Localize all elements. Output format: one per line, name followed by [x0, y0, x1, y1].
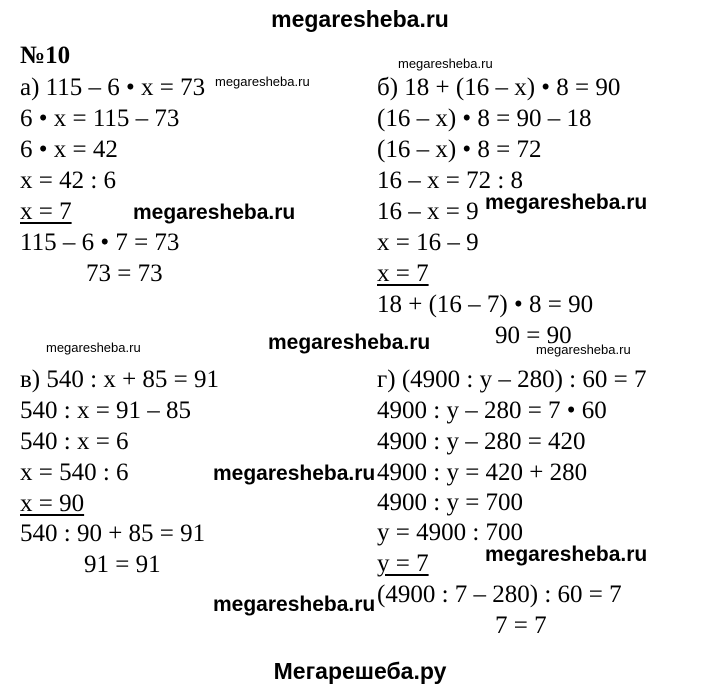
watermark: megaresheba.ru [215, 74, 310, 89]
solution-line: 6 • x = 115 – 73 [20, 105, 180, 132]
solution-line: 16 – x = 9 [377, 198, 479, 225]
watermark: megaresheba.ru [485, 543, 648, 566]
watermark: megaresheba.ru [485, 191, 648, 214]
solution-line: (16 – x) • 8 = 90 – 18 [377, 105, 592, 132]
solution-line: x = 42 : 6 [20, 167, 117, 194]
watermark: megaresheba.ru [536, 342, 631, 357]
solution-line: б) 18 + (16 – x) • 8 = 90 [377, 74, 621, 101]
solution-line: 4900 : y = 420 + 280 [377, 459, 588, 486]
answer-line: x = 7 [377, 260, 429, 287]
solution-line: 6 • x = 42 [20, 136, 118, 163]
check-result: 7 = 7 [495, 612, 547, 639]
solution-line: 16 – x = 72 : 8 [377, 167, 524, 194]
check-line: 18 + (16 – 7) • 8 = 90 [377, 291, 594, 318]
solution-line: (16 – x) • 8 = 72 [377, 136, 542, 163]
solution-line: x = 540 : 6 [20, 459, 129, 486]
check-result: 73 = 73 [86, 260, 163, 287]
solution-line: 540 : x = 91 – 85 [20, 397, 192, 424]
watermark: megaresheba.ru [46, 340, 141, 355]
check-line: 115 – 6 • 7 = 73 [20, 229, 180, 256]
answer-line: x = 90 [20, 490, 85, 517]
solution-line: 4900 : y = 700 [377, 489, 524, 516]
watermark: megaresheba.ru [398, 56, 493, 71]
solution-line: 540 : x = 6 [20, 428, 129, 455]
solution-line: x = 16 – 9 [377, 229, 479, 256]
watermark: megaresheba.ru [133, 201, 296, 224]
answer-line: x = 7 [20, 198, 72, 225]
solution-line: y = 4900 : 700 [377, 519, 524, 546]
check-line: (4900 : 7 – 280) : 60 = 7 [377, 581, 622, 608]
solution-line: 4900 : y – 280 = 420 [377, 428, 586, 455]
solution-line: в) 540 : x + 85 = 91 [20, 366, 220, 393]
check-line: 540 : 90 + 85 = 91 [20, 520, 206, 547]
task-number: №10 [20, 42, 71, 69]
solution-line: а) 115 – 6 • x = 73 [20, 74, 206, 101]
site-footer: Мегарешеба.ру [273, 658, 447, 684]
watermark: megaresheba.ru [213, 593, 376, 616]
watermark: megaresheba.ru [268, 331, 431, 354]
site-header: megaresheba.ru [271, 6, 449, 32]
answer-line: y = 7 [377, 550, 429, 577]
watermark: megaresheba.ru [213, 462, 376, 485]
check-result: 91 = 91 [84, 551, 161, 578]
check-result: 90 = 90 [495, 322, 572, 349]
solution-line: 4900 : y – 280 = 7 • 60 [377, 397, 607, 424]
solution-line: г) (4900 : y – 280) : 60 = 7 [377, 366, 647, 393]
